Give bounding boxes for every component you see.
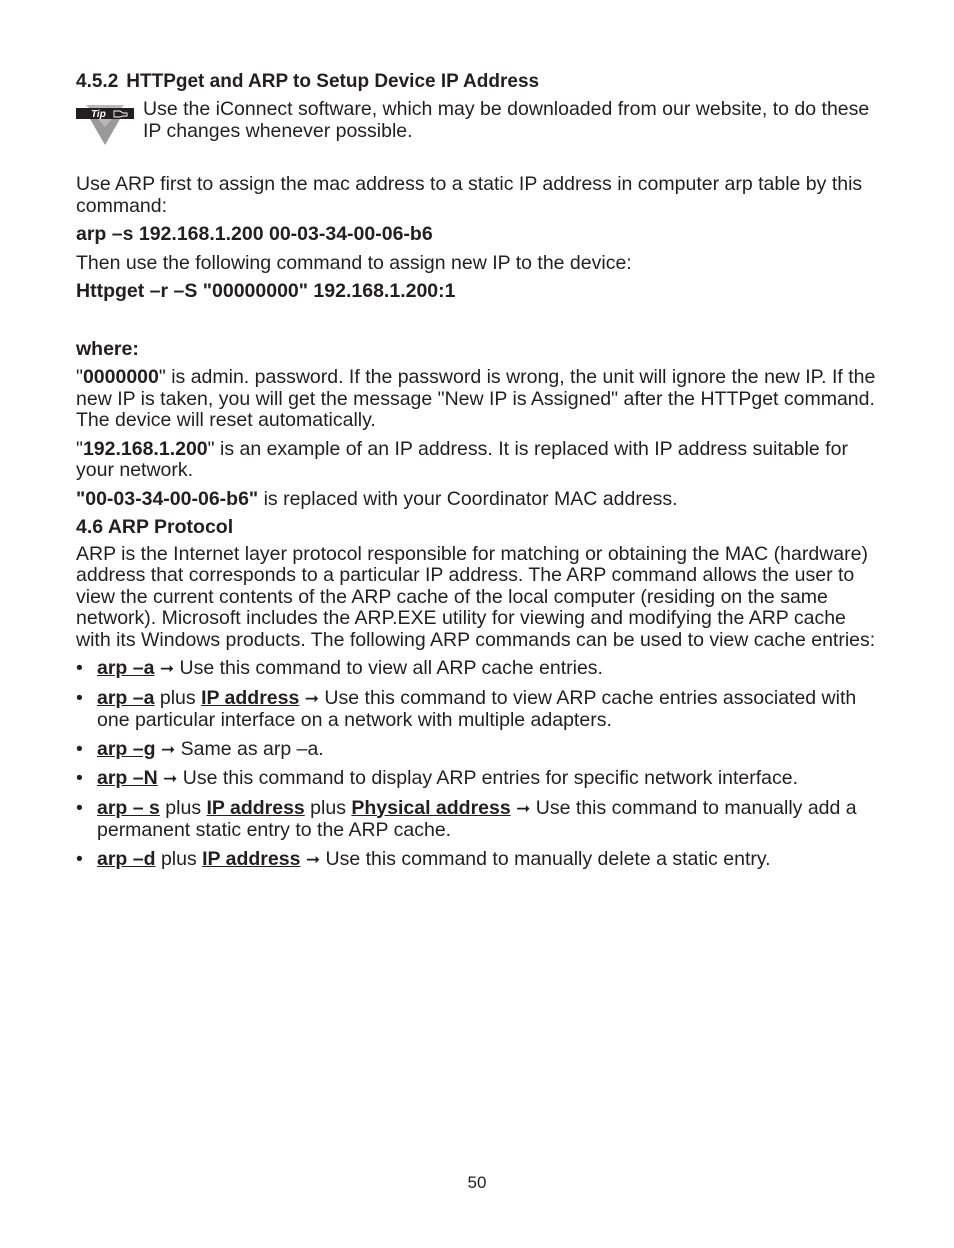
subsection-heading: [76, 70, 876, 94]
arrow-icon: ➞: [163, 769, 178, 789]
intro-paragraph: Use ARP first to assign the mac address to a static IP address in computer arp table by this command:: [76, 173, 863, 217]
arp-command: arp –g: [97, 737, 156, 760]
arp-argument: IP address: [206, 796, 305, 819]
plus-text: plus: [155, 847, 203, 870]
where-password-paragraph: [76, 367, 876, 432]
arrow-icon: ➞: [305, 849, 321, 870]
arp-command-list: [76, 658, 876, 871]
tip-callout: [76, 99, 876, 161]
arrow-icon: ➞: [159, 659, 175, 679]
mac-value: "00-03-34-00-06-b6": [76, 487, 259, 510]
arrow-icon: ➞: [160, 739, 176, 760]
where-ip-paragraph: [76, 439, 876, 482]
tip-icon-label: Tip: [91, 109, 106, 120]
command-description: Use this command to manually delete a static entry.: [320, 847, 771, 870]
arp-argument: IP address: [201, 686, 300, 709]
section-title: ARP Protocol: [107, 516, 234, 538]
bullet: •: [76, 796, 83, 819]
bullet: •: [76, 847, 83, 870]
list-item: [76, 798, 876, 842]
then-paragraph: Then use the following command to assign new IP to the device:: [76, 251, 632, 274]
bullet: •: [76, 737, 83, 760]
ip-description: " is an example of an IP address. It is replaced with IP address suitable for your network.: [76, 437, 848, 481]
command-description: Use this command to manually add a permanent static entry to the ARP cache.: [97, 796, 857, 841]
subsection-title: HTTPget and ARP to Setup Device IP Address: [126, 71, 540, 92]
spacer: [76, 310, 876, 339]
arp-command: arp –a: [97, 686, 155, 709]
arp-description-paragraph: ARP is the Internet layer protocol responsible for matching or obtaining the MAC (hardware) address that corresponds to a particular IP address. The ARP command allows the user to view the current contents of the ARP cache of the local computer (residing on the same network). Microsoft includes the ARP.EXE utility for viewing and modifying the ARP cache with its Windows products. The following ARP commands can be used to view cache entries:: [76, 542, 876, 651]
list-item: [76, 849, 876, 872]
arrow-icon: ➞: [516, 798, 531, 819]
command-description: Use this command to display ARP entries for specific network interface.: [177, 767, 799, 789]
password-value: 0000000: [82, 366, 159, 388]
plus-text: plus: [154, 686, 202, 709]
tip-icon: [76, 105, 134, 145]
arp-command: arp –N: [97, 767, 158, 789]
arrow-icon: ➞: [304, 688, 320, 709]
quote: ": [76, 437, 83, 460]
arp-command: arp – s: [97, 796, 160, 819]
password-description: " is admin. password. If the password is wrong, the unit will ignore the new IP. If the new IP is taken, you will get the message "New IP is Assigned" after the HTTPget command. The device will reset automatically.: [76, 366, 876, 431]
section-heading: [76, 517, 876, 539]
document-page: [76, 70, 876, 878]
command-description: Use this command to view ARP cache entries associated with one particular interface on a network with multiple adapters.: [97, 686, 857, 731]
plus-text: plus: [304, 796, 352, 819]
arp-argument: IP address: [202, 847, 301, 870]
where-label: where:: [76, 337, 139, 360]
where-mac-paragraph: [76, 489, 876, 511]
arp-command: arp –d: [97, 847, 156, 870]
httpget-command: Httpget –r –S "00000000" 192.168.1.200:1: [76, 280, 456, 302]
bullet: •: [76, 657, 83, 679]
list-item: [76, 768, 876, 791]
tip-text: Use the iConnect software, which may be downloaded from our website, to do these IP changes whenever possible.: [143, 98, 870, 142]
page-number: 50: [467, 1173, 487, 1192]
list-item: [76, 739, 876, 762]
list-item: [76, 688, 876, 732]
arp-command: arp –a: [97, 657, 155, 679]
subsection-number: 4.5.2: [76, 71, 119, 92]
arp-static-command: arp –s 192.168.1.200 00-03-34-00-06-b6: [76, 223, 433, 245]
quote: ": [76, 366, 83, 388]
arp-argument: Physical address: [351, 796, 511, 819]
bullet: •: [76, 767, 83, 789]
section-number: 4.6: [76, 516, 104, 538]
bullet: •: [76, 686, 83, 709]
list-item: [76, 658, 876, 681]
plus-text: plus: [159, 796, 207, 819]
ip-value: 192.168.1.200: [82, 437, 208, 460]
command-description: Use this command to view all ARP cache entries.: [174, 657, 603, 679]
mac-description: is replaced with your Coordinator MAC address.: [258, 487, 678, 510]
command-description: Same as arp –a.: [175, 737, 324, 760]
